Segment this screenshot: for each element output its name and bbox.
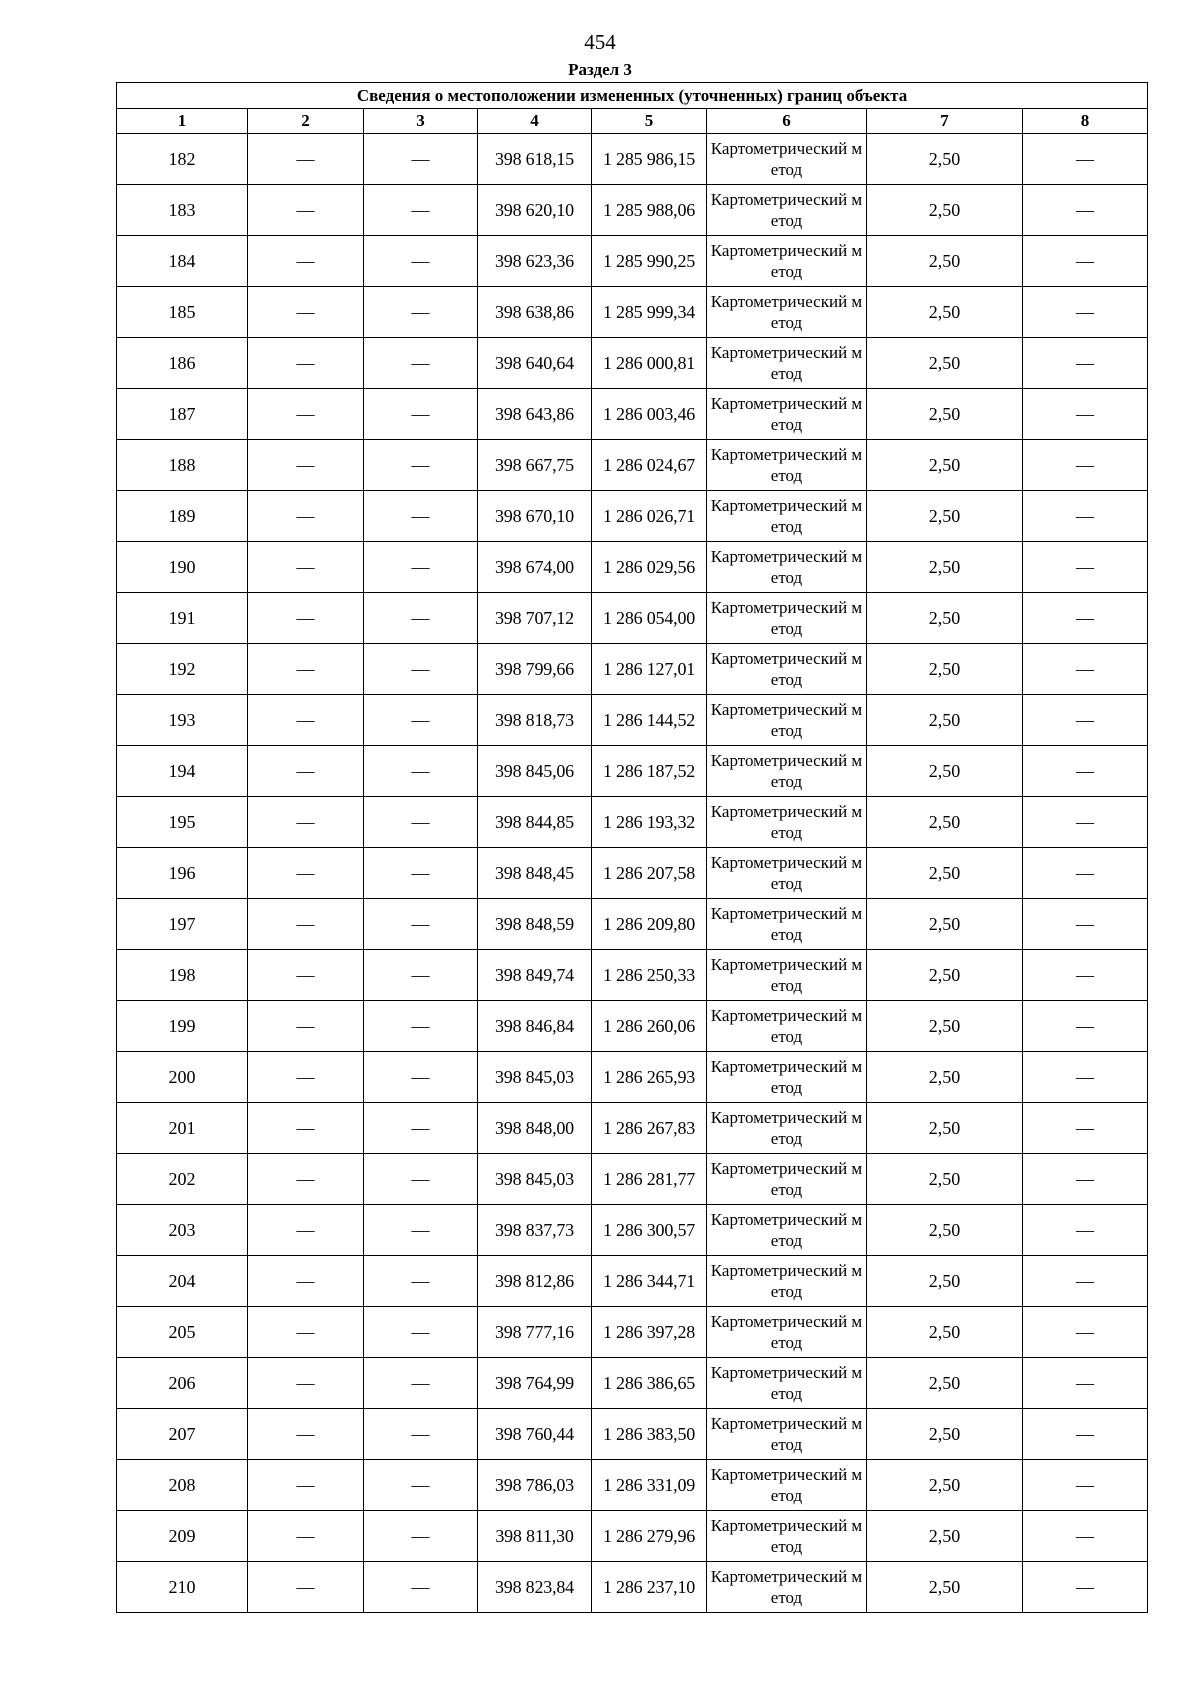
coord-x-cell: 398 846,84 <box>478 1001 592 1052</box>
col3-value-cell: — <box>364 1511 478 1562</box>
col2-value-cell: — <box>248 950 364 1001</box>
col3-value-cell: — <box>364 389 478 440</box>
point-number-cell: 186 <box>117 338 248 389</box>
method-cell: Картометрический метод <box>707 1103 867 1154</box>
col8-value-cell: — <box>1023 1052 1148 1103</box>
col3-value-cell: — <box>364 1103 478 1154</box>
coord-x-cell: 398 618,15 <box>478 134 592 185</box>
method-cell: Картометрический метод <box>707 1460 867 1511</box>
col8-value-cell: — <box>1023 950 1148 1001</box>
method-cell: Картометрический метод <box>707 134 867 185</box>
col2-value-cell: — <box>248 1052 364 1103</box>
method-cell: Картометрический метод <box>707 1409 867 1460</box>
column-number-4: 4 <box>478 109 592 134</box>
col3-value-cell: — <box>364 1460 478 1511</box>
accuracy-cell: 2,50 <box>867 695 1023 746</box>
col2-value-cell: — <box>248 491 364 542</box>
col2-value-cell: — <box>248 695 364 746</box>
method-cell: Картометрический метод <box>707 1256 867 1307</box>
table-row <box>117 1154 1148 1205</box>
col3-value-cell: — <box>364 491 478 542</box>
coord-y-cell: 1 286 127,01 <box>592 644 707 695</box>
coord-y-cell: 1 286 344,71 <box>592 1256 707 1307</box>
col2-value-cell: — <box>248 542 364 593</box>
accuracy-cell: 2,50 <box>867 644 1023 695</box>
coord-x-cell: 398 818,73 <box>478 695 592 746</box>
table-row <box>117 1511 1148 1562</box>
coord-y-cell: 1 286 029,56 <box>592 542 707 593</box>
accuracy-cell: 2,50 <box>867 797 1023 848</box>
col2-value-cell: — <box>248 287 364 338</box>
col8-value-cell: — <box>1023 491 1148 542</box>
table-row <box>117 1562 1148 1613</box>
col8-value-cell: — <box>1023 236 1148 287</box>
method-cell: Картометрический метод <box>707 1307 867 1358</box>
method-cell: Картометрический метод <box>707 389 867 440</box>
col2-value-cell: — <box>248 1103 364 1154</box>
point-number-cell: 207 <box>117 1409 248 1460</box>
column-number-2: 2 <box>248 109 364 134</box>
col2-value-cell: — <box>248 1205 364 1256</box>
table-row <box>117 338 1148 389</box>
accuracy-cell: 2,50 <box>867 1001 1023 1052</box>
point-number-cell: 205 <box>117 1307 248 1358</box>
coord-x-cell: 398 667,75 <box>478 440 592 491</box>
coord-y-cell: 1 286 383,50 <box>592 1409 707 1460</box>
coord-x-cell: 398 777,16 <box>478 1307 592 1358</box>
col3-value-cell: — <box>364 1205 478 1256</box>
point-number-cell: 203 <box>117 1205 248 1256</box>
column-number-row <box>117 109 1148 134</box>
col3-value-cell: — <box>364 440 478 491</box>
coord-y-cell: 1 286 003,46 <box>592 389 707 440</box>
point-number-cell: 210 <box>117 1562 248 1613</box>
coord-y-cell: 1 286 265,93 <box>592 1052 707 1103</box>
method-cell: Картометрический метод <box>707 185 867 236</box>
col3-value-cell: — <box>364 1256 478 1307</box>
coord-y-cell: 1 286 000,81 <box>592 338 707 389</box>
col3-value-cell: — <box>364 1562 478 1613</box>
col3-value-cell: — <box>364 542 478 593</box>
coord-x-cell: 398 844,85 <box>478 797 592 848</box>
col3-value-cell: — <box>364 1001 478 1052</box>
col8-value-cell: — <box>1023 134 1148 185</box>
col2-value-cell: — <box>248 236 364 287</box>
point-number-cell: 209 <box>117 1511 248 1562</box>
accuracy-cell: 2,50 <box>867 1205 1023 1256</box>
col8-value-cell: — <box>1023 848 1148 899</box>
col2-value-cell: — <box>248 1409 364 1460</box>
coord-x-cell: 398 848,59 <box>478 899 592 950</box>
col2-value-cell: — <box>248 1460 364 1511</box>
col8-value-cell: — <box>1023 287 1148 338</box>
table-row <box>117 1409 1148 1460</box>
col2-value-cell: — <box>248 746 364 797</box>
column-number-5: 5 <box>592 109 707 134</box>
col3-value-cell: — <box>364 1358 478 1409</box>
point-number-cell: 199 <box>117 1001 248 1052</box>
col8-value-cell: — <box>1023 1358 1148 1409</box>
coord-x-cell: 398 760,44 <box>478 1409 592 1460</box>
coord-x-cell: 398 640,64 <box>478 338 592 389</box>
col2-value-cell: — <box>248 848 364 899</box>
col3-value-cell: — <box>364 695 478 746</box>
col8-value-cell: — <box>1023 899 1148 950</box>
coord-y-cell: 1 286 386,65 <box>592 1358 707 1409</box>
col8-value-cell: — <box>1023 593 1148 644</box>
table-row <box>117 797 1148 848</box>
point-number-cell: 197 <box>117 899 248 950</box>
table-row <box>117 1205 1148 1256</box>
method-cell: Картометрический метод <box>707 644 867 695</box>
page-number: 454 <box>584 30 616 54</box>
point-number-cell: 183 <box>117 185 248 236</box>
point-number-cell: 190 <box>117 542 248 593</box>
col2-value-cell: — <box>248 1358 364 1409</box>
method-cell: Картометрический метод <box>707 491 867 542</box>
table-row <box>117 1052 1148 1103</box>
table-row <box>117 542 1148 593</box>
col2-value-cell: — <box>248 1256 364 1307</box>
col2-value-cell: — <box>248 644 364 695</box>
coord-y-cell: 1 286 281,77 <box>592 1154 707 1205</box>
coord-x-cell: 398 707,12 <box>478 593 592 644</box>
table-row <box>117 185 1148 236</box>
col3-value-cell: — <box>364 950 478 1001</box>
coord-x-cell: 398 638,86 <box>478 287 592 338</box>
coord-y-cell: 1 286 237,10 <box>592 1562 707 1613</box>
method-cell: Картометрический метод <box>707 695 867 746</box>
method-cell: Картометрический метод <box>707 950 867 1001</box>
col2-value-cell: — <box>248 797 364 848</box>
coord-x-cell: 398 623,36 <box>478 236 592 287</box>
accuracy-cell: 2,50 <box>867 1307 1023 1358</box>
table-row <box>117 389 1148 440</box>
coord-x-cell: 398 670,10 <box>478 491 592 542</box>
method-cell: Картометрический метод <box>707 899 867 950</box>
col3-value-cell: — <box>364 338 478 389</box>
table-row <box>117 1307 1148 1358</box>
column-number-6: 6 <box>707 109 867 134</box>
col8-value-cell: — <box>1023 1205 1148 1256</box>
col8-value-cell: — <box>1023 644 1148 695</box>
point-number-cell: 201 <box>117 1103 248 1154</box>
col2-value-cell: — <box>248 1001 364 1052</box>
method-cell: Картометрический метод <box>707 593 867 644</box>
coord-y-cell: 1 285 986,15 <box>592 134 707 185</box>
col2-value-cell: — <box>248 389 364 440</box>
coord-y-cell: 1 286 024,67 <box>592 440 707 491</box>
accuracy-cell: 2,50 <box>867 1511 1023 1562</box>
col8-value-cell: — <box>1023 1307 1148 1358</box>
col8-value-cell: — <box>1023 1256 1148 1307</box>
col3-value-cell: — <box>364 236 478 287</box>
accuracy-cell: 2,50 <box>867 1103 1023 1154</box>
accuracy-cell: 2,50 <box>867 1256 1023 1307</box>
coord-x-cell: 398 848,45 <box>478 848 592 899</box>
coord-y-cell: 1 286 209,80 <box>592 899 707 950</box>
point-number-cell: 193 <box>117 695 248 746</box>
col3-value-cell: — <box>364 899 478 950</box>
point-number-cell: 195 <box>117 797 248 848</box>
accuracy-cell: 2,50 <box>867 1358 1023 1409</box>
accuracy-cell: 2,50 <box>867 185 1023 236</box>
point-number-cell: 184 <box>117 236 248 287</box>
point-number-cell: 208 <box>117 1460 248 1511</box>
coord-y-cell: 1 286 144,52 <box>592 695 707 746</box>
point-number-cell: 202 <box>117 1154 248 1205</box>
column-number-3: 3 <box>364 109 478 134</box>
accuracy-cell: 2,50 <box>867 950 1023 1001</box>
point-number-cell: 182 <box>117 134 248 185</box>
col8-value-cell: — <box>1023 338 1148 389</box>
col2-value-cell: — <box>248 440 364 491</box>
point-number-cell: 187 <box>117 389 248 440</box>
coord-x-cell: 398 823,84 <box>478 1562 592 1613</box>
col2-value-cell: — <box>248 338 364 389</box>
table-row <box>117 899 1148 950</box>
point-number-cell: 206 <box>117 1358 248 1409</box>
accuracy-cell: 2,50 <box>867 236 1023 287</box>
table-row <box>117 746 1148 797</box>
col8-value-cell: — <box>1023 389 1148 440</box>
col8-value-cell: — <box>1023 1511 1148 1562</box>
table-row <box>117 1256 1148 1307</box>
coord-x-cell: 398 845,06 <box>478 746 592 797</box>
col3-value-cell: — <box>364 185 478 236</box>
col8-value-cell: — <box>1023 746 1148 797</box>
table-row <box>117 1358 1148 1409</box>
col2-value-cell: — <box>248 593 364 644</box>
method-cell: Картометрический метод <box>707 287 867 338</box>
table-row <box>117 950 1148 1001</box>
col2-value-cell: — <box>248 1307 364 1358</box>
table-row <box>117 644 1148 695</box>
col3-value-cell: — <box>364 1307 478 1358</box>
coord-y-cell: 1 285 999,34 <box>592 287 707 338</box>
coord-x-cell: 398 764,99 <box>478 1358 592 1409</box>
coord-y-cell: 1 286 026,71 <box>592 491 707 542</box>
accuracy-cell: 2,50 <box>867 746 1023 797</box>
coord-y-cell: 1 286 054,00 <box>592 593 707 644</box>
accuracy-cell: 2,50 <box>867 1409 1023 1460</box>
table-row <box>117 440 1148 491</box>
coord-y-cell: 1 286 260,06 <box>592 1001 707 1052</box>
accuracy-cell: 2,50 <box>867 899 1023 950</box>
coord-x-cell: 398 799,66 <box>478 644 592 695</box>
col8-value-cell: — <box>1023 1001 1148 1052</box>
method-cell: Картометрический метод <box>707 1154 867 1205</box>
col2-value-cell: — <box>248 1154 364 1205</box>
method-cell: Картометрический метод <box>707 848 867 899</box>
coord-x-cell: 398 620,10 <box>478 185 592 236</box>
point-number-cell: 194 <box>117 746 248 797</box>
method-cell: Картометрический метод <box>707 797 867 848</box>
method-cell: Картометрический метод <box>707 1358 867 1409</box>
coord-x-cell: 398 812,86 <box>478 1256 592 1307</box>
table-row <box>117 287 1148 338</box>
method-cell: Картометрический метод <box>707 338 867 389</box>
method-cell: Картометрический метод <box>707 746 867 797</box>
accuracy-cell: 2,50 <box>867 134 1023 185</box>
point-number-cell: 198 <box>117 950 248 1001</box>
col3-value-cell: — <box>364 644 478 695</box>
column-number-1: 1 <box>117 109 248 134</box>
method-cell: Картометрический метод <box>707 1562 867 1613</box>
point-number-cell: 196 <box>117 848 248 899</box>
table-row <box>117 134 1148 185</box>
coord-y-cell: 1 285 988,06 <box>592 185 707 236</box>
table-row <box>117 1460 1148 1511</box>
point-number-cell: 192 <box>117 644 248 695</box>
col8-value-cell: — <box>1023 1154 1148 1205</box>
col2-value-cell: — <box>248 1562 364 1613</box>
col3-value-cell: — <box>364 1154 478 1205</box>
table-body <box>117 134 1148 1613</box>
point-number-cell: 188 <box>117 440 248 491</box>
col3-value-cell: — <box>364 593 478 644</box>
col3-value-cell: — <box>364 848 478 899</box>
coord-x-cell: 398 845,03 <box>478 1154 592 1205</box>
col3-value-cell: — <box>364 1052 478 1103</box>
accuracy-cell: 2,50 <box>867 848 1023 899</box>
col2-value-cell: — <box>248 899 364 950</box>
accuracy-cell: 2,50 <box>867 440 1023 491</box>
point-number-cell: 189 <box>117 491 248 542</box>
point-number-cell: 185 <box>117 287 248 338</box>
section-title: Раздел 3 <box>568 60 632 79</box>
coord-x-cell: 398 811,30 <box>478 1511 592 1562</box>
coord-y-cell: 1 286 250,33 <box>592 950 707 1001</box>
col8-value-cell: — <box>1023 695 1148 746</box>
accuracy-cell: 2,50 <box>867 1562 1023 1613</box>
coord-y-cell: 1 286 300,57 <box>592 1205 707 1256</box>
column-number-8: 8 <box>1023 109 1148 134</box>
col3-value-cell: — <box>364 287 478 338</box>
coord-y-cell: 1 285 990,25 <box>592 236 707 287</box>
coord-x-cell: 398 848,00 <box>478 1103 592 1154</box>
col8-value-cell: — <box>1023 797 1148 848</box>
method-cell: Картометрический метод <box>707 1001 867 1052</box>
table-row <box>117 491 1148 542</box>
table-row <box>117 593 1148 644</box>
col2-value-cell: — <box>248 185 364 236</box>
method-cell: Картометрический метод <box>707 440 867 491</box>
coord-x-cell: 398 674,00 <box>478 542 592 593</box>
col8-value-cell: — <box>1023 542 1148 593</box>
table-row <box>117 848 1148 899</box>
coord-x-cell: 398 643,86 <box>478 389 592 440</box>
col3-value-cell: — <box>364 746 478 797</box>
col8-value-cell: — <box>1023 1460 1148 1511</box>
col8-value-cell: — <box>1023 185 1148 236</box>
coord-x-cell: 398 786,03 <box>478 1460 592 1511</box>
table-caption: Сведения о местоположении измененных (уточненных) границ объекта <box>117 83 1148 109</box>
coord-y-cell: 1 286 193,32 <box>592 797 707 848</box>
col8-value-cell: — <box>1023 1103 1148 1154</box>
accuracy-cell: 2,50 <box>867 1154 1023 1205</box>
coord-y-cell: 1 286 267,83 <box>592 1103 707 1154</box>
method-cell: Картометрический метод <box>707 542 867 593</box>
col8-value-cell: — <box>1023 1562 1148 1613</box>
coord-y-cell: 1 286 187,52 <box>592 746 707 797</box>
col3-value-cell: — <box>364 797 478 848</box>
col3-value-cell: — <box>364 134 478 185</box>
accuracy-cell: 2,50 <box>867 1052 1023 1103</box>
coord-y-cell: 1 286 279,96 <box>592 1511 707 1562</box>
accuracy-cell: 2,50 <box>867 338 1023 389</box>
point-number-cell: 191 <box>117 593 248 644</box>
coord-y-cell: 1 286 207,58 <box>592 848 707 899</box>
coord-x-cell: 398 837,73 <box>478 1205 592 1256</box>
accuracy-cell: 2,50 <box>867 1460 1023 1511</box>
col8-value-cell: — <box>1023 440 1148 491</box>
method-cell: Картометрический метод <box>707 1052 867 1103</box>
accuracy-cell: 2,50 <box>867 542 1023 593</box>
coord-y-cell: 1 286 397,28 <box>592 1307 707 1358</box>
accuracy-cell: 2,50 <box>867 287 1023 338</box>
table-row <box>117 695 1148 746</box>
col8-value-cell: — <box>1023 1409 1148 1460</box>
method-cell: Картометрический метод <box>707 1511 867 1562</box>
coord-x-cell: 398 849,74 <box>478 950 592 1001</box>
table-row <box>117 1103 1148 1154</box>
coord-x-cell: 398 845,03 <box>478 1052 592 1103</box>
coord-y-cell: 1 286 331,09 <box>592 1460 707 1511</box>
accuracy-cell: 2,50 <box>867 491 1023 542</box>
table-row <box>117 236 1148 287</box>
boundary-points-table <box>116 82 1148 1613</box>
table-row <box>117 1001 1148 1052</box>
col2-value-cell: — <box>248 134 364 185</box>
col3-value-cell: — <box>364 1409 478 1460</box>
method-cell: Картометрический метод <box>707 236 867 287</box>
column-number-7: 7 <box>867 109 1023 134</box>
method-cell: Картометрический метод <box>707 1205 867 1256</box>
accuracy-cell: 2,50 <box>867 593 1023 644</box>
col2-value-cell: — <box>248 1511 364 1562</box>
accuracy-cell: 2,50 <box>867 389 1023 440</box>
point-number-cell: 204 <box>117 1256 248 1307</box>
point-number-cell: 200 <box>117 1052 248 1103</box>
